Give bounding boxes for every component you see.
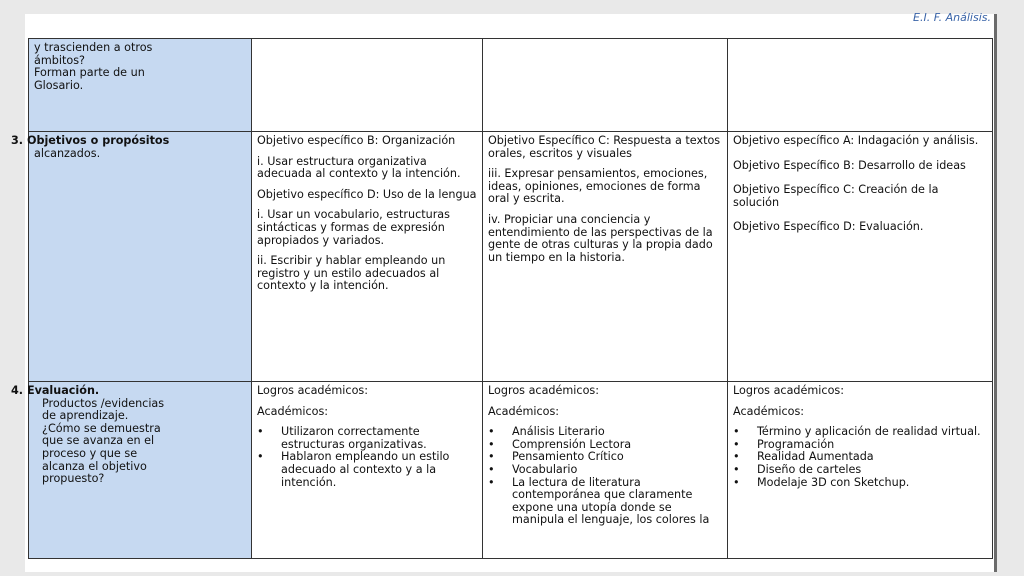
cell-paragraph: Objetivo específico A: Indagación y análisis. xyxy=(733,134,979,147)
label-line: de aprendizaje. xyxy=(42,409,129,423)
table-row xyxy=(29,39,993,132)
row-label-cell xyxy=(11,132,252,382)
cell-paragraph: Académicos: xyxy=(733,404,805,418)
page-header: E.I. F. Análisis. xyxy=(913,11,991,24)
label-line: propuesto? xyxy=(42,472,105,486)
cell-paragraph: i. Usar un vocabulario, estructuras sintácticas y formas de expresión apropiados y variados. xyxy=(257,208,450,247)
row-title xyxy=(11,384,100,397)
page-right-border xyxy=(994,14,997,572)
row-label-cell xyxy=(11,382,252,559)
list-item: • Término y aplicación de realidad virtual. xyxy=(757,426,987,439)
cell-paragraph: iv. Propiciar una conciencia y entendimiento de las perspectivas de la gente de otras culturas y la propia dado un tiempo en la historia. xyxy=(488,212,713,264)
label-line: Forman parte de un xyxy=(34,66,145,80)
cell-paragraph: i. Usar estructura organizativa adecuada al contexto y la intención. xyxy=(257,154,461,181)
list-item: • Vocabulario xyxy=(512,464,722,477)
document-page xyxy=(11,11,997,572)
cell-paragraph: Académicos: xyxy=(257,404,329,418)
list-item: • Hablaron empleando un estilo adecuado al contexto y a la intención. xyxy=(281,451,477,489)
cell-paragraph: Objetivo Específico D: Evaluación. xyxy=(733,220,924,234)
list-item: • Utilizaron correctamente estructuras organizativas. xyxy=(281,426,477,451)
list-item: • Pensamiento Crítico xyxy=(512,451,722,464)
table-row xyxy=(29,382,993,559)
label-line: alcanzados. xyxy=(34,146,101,160)
list-item: • Análisis Literario xyxy=(512,426,722,439)
label-line: y trascienden a otros xyxy=(34,41,153,54)
label-line: Glosario. xyxy=(34,78,84,92)
list-item: • Diseño de carteles xyxy=(757,464,987,477)
cell-paragraph: Objetivo específico D: Uso de la lengua xyxy=(257,187,477,201)
row-number: 3. xyxy=(11,134,24,147)
list-item: • Modelaje 3D con Sketchup. xyxy=(757,477,987,490)
row-title-text: Objetivos o propósitos xyxy=(26,134,170,147)
row-label-cell xyxy=(29,39,252,132)
label-line: ámbitos? xyxy=(34,53,85,67)
table-cell xyxy=(252,132,483,382)
cell-paragraph: Objetivo Específico C: Respuesta a textos orales, escritos y visuales xyxy=(488,134,721,160)
table-cell xyxy=(728,382,993,559)
cell-paragraph: iii. Expresar pensamientos, emociones, ideas, opiniones, emociones de forma oral y escrita. xyxy=(488,167,708,206)
row-title-text: Evaluación. xyxy=(26,384,100,397)
table-cell xyxy=(483,382,728,559)
label-line: que se avanza en el xyxy=(42,434,155,448)
table-row xyxy=(29,132,993,382)
planning-table xyxy=(11,38,993,559)
label-line: proceso y que se xyxy=(42,446,138,460)
bullet-list xyxy=(257,426,477,489)
table-cell xyxy=(483,132,728,382)
cell-paragraph: Logros académicos: xyxy=(488,384,600,397)
cell-paragraph: Logros académicos: xyxy=(257,384,369,397)
cell-paragraph: Objetivo Específico B: Desarrollo de ideas xyxy=(733,158,966,172)
label-line: Productos /evidencias xyxy=(42,396,165,410)
row-title xyxy=(11,134,170,147)
table-cell xyxy=(252,39,483,132)
bullet-list xyxy=(488,426,722,527)
label-line: alcanza el objetivo xyxy=(42,459,147,473)
bullet-list xyxy=(733,426,987,489)
cell-paragraph: Logros académicos: xyxy=(733,384,845,397)
list-item: • La lectura de literatura contemporánea que claramente expone una utopía donde se manipula el lenguaje, los colores la xyxy=(512,477,722,527)
list-item: • Programación xyxy=(757,439,987,452)
table-cell xyxy=(728,39,993,132)
cell-paragraph: Académicos: xyxy=(488,404,560,418)
table-cell xyxy=(252,382,483,559)
cell-paragraph: Objetivo Específico C: Creación de la solución xyxy=(733,183,939,209)
list-item: • Comprensión Lectora xyxy=(512,439,722,452)
table-cell xyxy=(483,39,728,132)
cell-paragraph: Objetivo específico B: Organización xyxy=(257,134,456,147)
label-line: ¿Cómo se demuestra xyxy=(42,421,161,435)
list-item: • Realidad Aumentada xyxy=(757,451,987,464)
row-number: 4. xyxy=(11,384,24,397)
cell-paragraph: ii. Escribir y hablar empleando un registro y un estilo adecuados al contexto y la intención. xyxy=(257,254,446,293)
table-cell xyxy=(728,132,993,382)
